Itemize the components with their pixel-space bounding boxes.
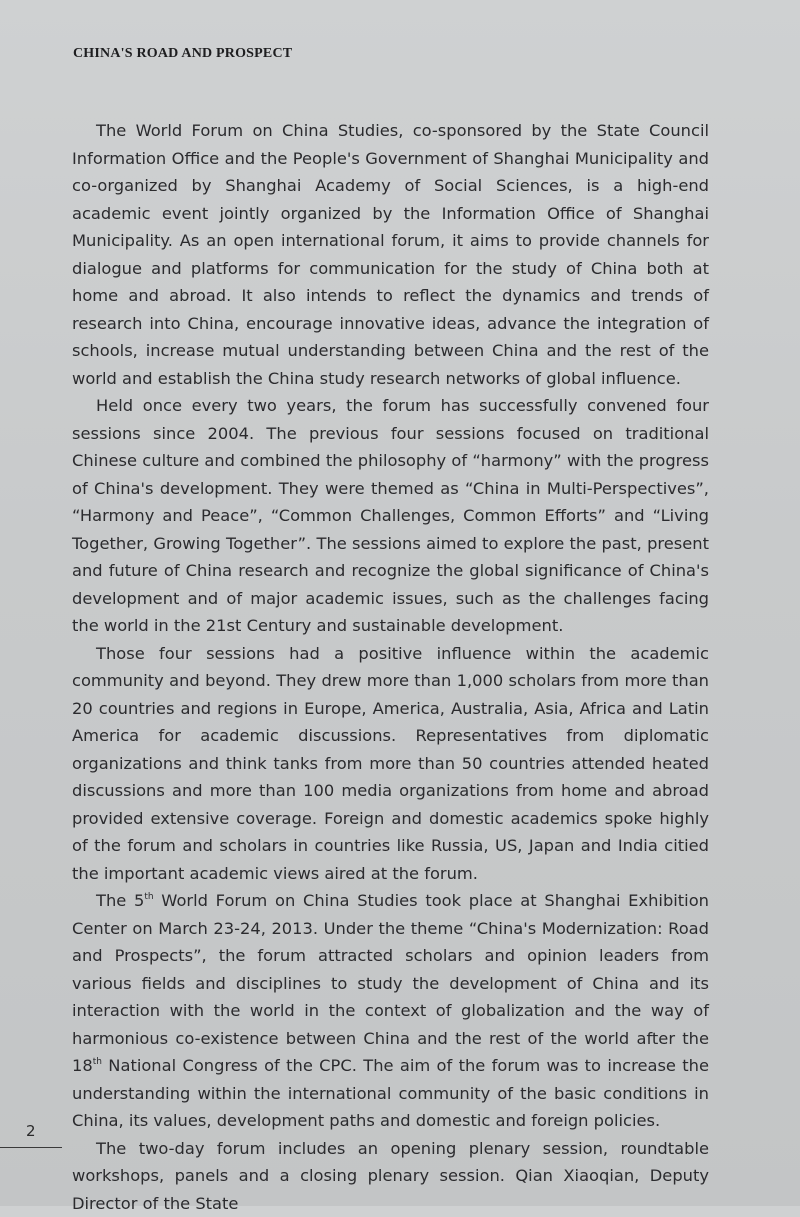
paragraph-4 (72, 887, 709, 1135)
paragraph-5: The two-day forum includes an opening plenary session, roundtable workshops, panels and a closing plenary session. Qian Xiaoqian, Deputy Director of the State (72, 1135, 709, 1217)
paragraph-4-part-2: World Forum on China Studies took place at Shanghai Exhibition Center on March 23-24, 2013. Under the theme “China's Modernization: Road and Prospects”, the forum attracted scholars and opinion leaders from various fields and disciplines to study the development of China and its interaction with the world in the context of globalization and the way of harmonious co-existence between China and the rest of the world after the 18 (72, 891, 709, 1075)
paragraph-1: The World Forum on China Studies, co-sponsored by the State Council Information Office and the People's Government of Shanghai Municipality and co-organized by Shanghai Academy of Social Sciences, is a high-end academic event jointly organized by the Information Office of Shanghai Municipality. As an open international forum, it aims to provide channels for dialogue and platforms for communication for the study of China both at home and abroad. It also intends to reflect the dynamics and trends of research into China, encourage innovative ideas, advance the integration of schools, increase mutual understanding between China and the rest of the world and establish the China study research networks of global influence. (72, 117, 709, 392)
body-text (72, 117, 709, 1217)
ordinal-suffix-2: th (93, 1057, 102, 1067)
paragraph-4-part-3: National Congress of the CPC. The aim of the forum was to increase the understanding within the international community of the basic conditions in China, its values, development paths and domestic and foreign policies. (72, 1056, 709, 1130)
ordinal-suffix-1: th (144, 892, 153, 902)
paragraph-2: Held once every two years, the forum has successfully convened four sessions since 2004. The previous four sessions focused on traditional Chinese culture and combined the philosophy of “harmony” with the progress of China's development. They were themed as “China in Multi-Perspectives”, “Harmony and Peace”, “Common Challenges, Common Efforts” and “Living Together, Growing Together”. The sessions aimed to explore the past, present and future of China research and recognize the global significance of China's development and of major academic issues, such as the challenges facing the world in the 21st Century and sustainable development. (72, 392, 709, 640)
paragraph-3: Those four sessions had a positive influence within the academic community and beyond. They drew more than 1,000 scholars from more than 20 countries and regions in Europe, America, Australia, Asia, Africa and Latin America for academic discussions. Representatives from diplomatic organizations and think tanks from more than 50 countries attended heated discussions and more than 100 media organizations from home and abroad provided extensive coverage. Foreign and domestic academics spoke highly of the forum and scholars in countries like Russia, US, Japan and India citied the important academic views aired at the forum. (72, 640, 709, 888)
page-number: 2 (26, 1122, 36, 1140)
paragraph-4-part-1: The 5 (96, 891, 144, 910)
footer-rule (0, 1147, 62, 1148)
running-head: CHINA'S ROAD AND PROSPECT (73, 46, 292, 62)
